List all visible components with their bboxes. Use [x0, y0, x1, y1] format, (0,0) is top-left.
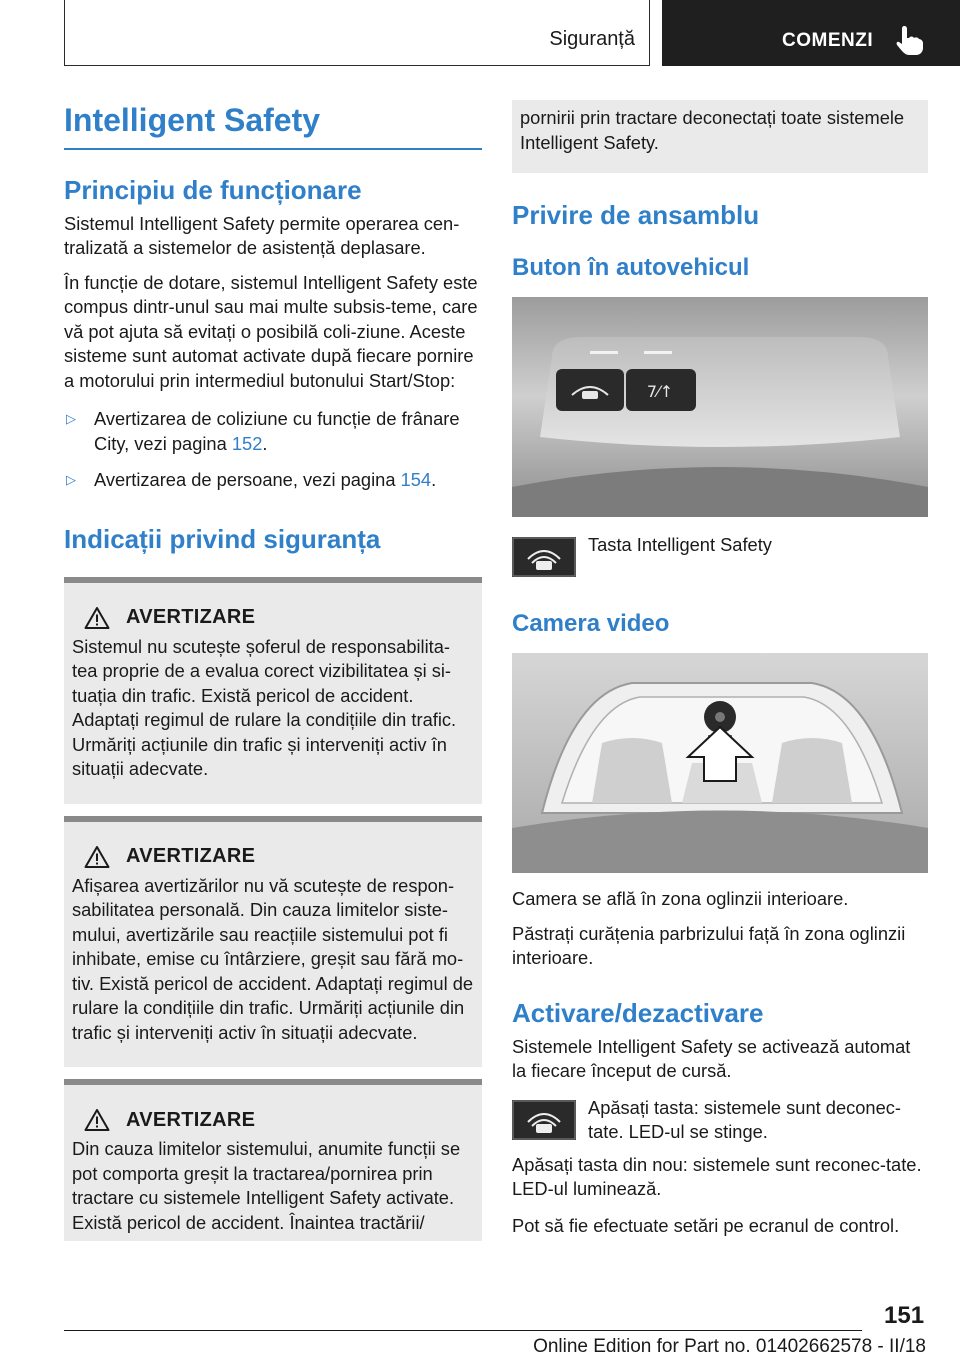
warning-text: Afișarea avertizărilor nu vă scutește de respon-sabilitatea personală. Din cauza limitelor siste-mului, avertizările sau reacțiile sistemului pot fi inhibate, emise cu întârziere, greșit sau fără mo-tiv. Există pericol de accident. Adaptați regimul de rulare la condițiile din trafic. Urmăriți acțiunile din trafic și interveniți activ în situații adecvate.: [72, 874, 474, 1043]
principle-heading: Principiu de funcționare: [64, 174, 362, 205]
warning-header: [72, 1107, 474, 1133]
warning-box-1: [64, 577, 482, 804]
svg-text:7⁄↑: 7⁄↑: [646, 382, 674, 401]
footer-rule: [64, 1330, 862, 1331]
activation-paragraph-4: Pot să fie efectuate setări pe ecranul de control.: [512, 1214, 900, 1236]
bullet-text-2: Avertizarea de persoane, vezi pagina 154.: [94, 469, 437, 490]
warning-continuation-text: pornirii prin tractare deconectați toate sistemele Intelligent Safety.: [520, 107, 905, 153]
warning-triangle-icon: [84, 606, 110, 630]
overview-heading: Privire de ansamblu: [512, 200, 760, 230]
camera-paragraph-2: Păstrați curățenia parbrizului față în zona oglinzii interioare.: [512, 922, 906, 968]
warning-title: AVERTIZARE: [126, 845, 256, 867]
camera-paragraph-1: Camera se află în zona oglinzii interioare.: [512, 888, 849, 909]
warning-text: Sistemul nu scutește șoferul de responsabilita-tea proprie de a evalua corect vizibilitatea și si-tuația din trafic. Există pericol de accident. Adaptați regimul de rulare la condițiile din trafic. Urmăriți acțiunile din trafic și interveniți activ în situații adecvate.: [72, 635, 457, 779]
page-number: 151: [884, 1302, 925, 1329]
bullet-text-1: Avertizarea de coliziune cu funcție de frânare City, vezi pagina 152.: [94, 408, 460, 454]
intelligent-safety-button-icon: [512, 537, 576, 577]
activation-key-row: [512, 1096, 928, 1145]
warning-title: AVERTIZARE: [126, 606, 256, 628]
right-column: [512, 100, 928, 1238]
title-rule: [64, 148, 482, 150]
activation-paragraph-1: Sistemele Intelligent Safety se activează automat la fiecare început de cursă.: [512, 1035, 911, 1081]
warning-text: Din cauza limitelor sistemului, anumite funcții se pot comporta greșit la tractarea/pornirea prin tractare cu sistemele Intelligent Safety activate. Există pericol de accident. Înaintea tractării/: [72, 1138, 461, 1233]
warning-triangle-icon: [84, 845, 110, 869]
chapter-title: COMENZI: [782, 30, 874, 51]
intelligent-safety-button-icon: [512, 1100, 576, 1140]
left-column: [64, 100, 482, 1241]
header-section-tab: [64, 0, 650, 66]
button-caption: Tasta Intelligent Safety: [588, 534, 772, 555]
header-chapter-tab: [662, 0, 960, 66]
bullet-triangle-icon: ▷: [66, 472, 76, 487]
button-photo: [512, 297, 928, 517]
bullet-item-1: [64, 407, 482, 456]
pointing-hand-icon: [894, 24, 924, 56]
bullet-triangle-icon: ▷: [66, 411, 76, 426]
principle-paragraph-2: În funcție de dotare, sistemul Intelligent Safety este compus dintr-unul sau mai multe subsis-teme, care vă pot ajuta să evitați o posibilă coli-ziune. Aceste sisteme sunt automat activate după fiecare pornire a motorului prin intermediul butonului Start/Stop:: [64, 271, 478, 391]
bullet-item-2: [64, 468, 482, 493]
warning-box-3: [64, 1079, 482, 1241]
edition-footer: Online Edition for Part no. 01402662578 - II/18: [533, 1336, 926, 1357]
principle-paragraph-1: Sistemul Intelligent Safety permite operarea cen-tralizată a sistemelor de asistență deplasare.: [64, 212, 460, 258]
safety-heading: Indicații privind siguranța: [64, 523, 381, 554]
warning-box-2: [64, 816, 482, 1068]
warning-header: [72, 605, 474, 631]
activation-paragraph-2: Apăsați tasta: sistemele sunt deconec-tate. LED-ul se stinge.: [588, 1096, 901, 1142]
page-link-154[interactable]: 154: [400, 469, 432, 490]
warning-triangle-icon: [84, 1108, 110, 1132]
warning-header: [72, 844, 474, 870]
button-caption-row: [512, 534, 928, 577]
camera-photo: [512, 653, 928, 873]
activation-paragraph-3: Apăsați tasta din nou: sistemele sunt reconec-tate. LED-ul luminează.: [512, 1153, 922, 1199]
warning-continuation: [512, 100, 928, 173]
warning-title: AVERTIZARE: [126, 1108, 256, 1131]
page-link-152[interactable]: 152: [231, 432, 263, 454]
activation-heading: Activare/dezactivare: [512, 997, 764, 1028]
button-heading: Buton în autovehicul: [512, 254, 750, 281]
section-title: Siguranță: [549, 28, 635, 50]
page-title: Intelligent Safety: [64, 102, 321, 138]
camera-heading: Camera video: [512, 610, 670, 637]
